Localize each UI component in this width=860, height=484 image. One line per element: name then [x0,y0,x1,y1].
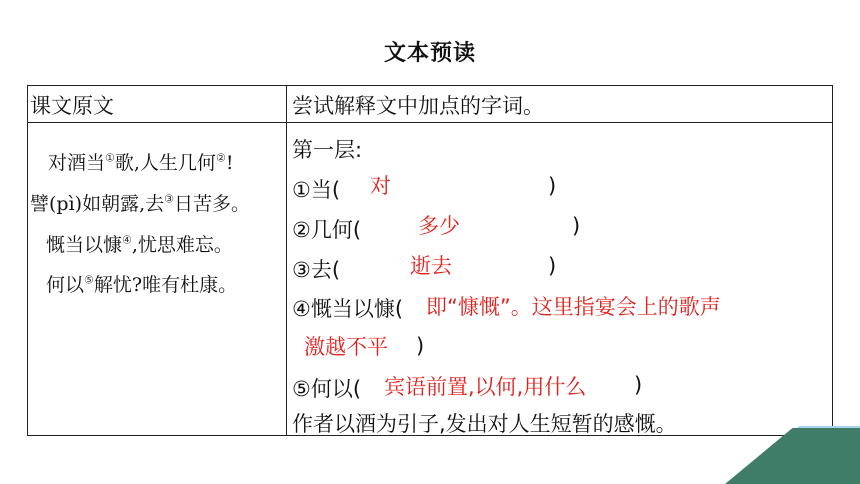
column-header-instruction: 尝试解释文中加点的字词。 [292,94,544,118]
note-3-close: ) [548,254,557,278]
note-5: ⑤何以( [292,377,362,401]
column-divider [286,86,287,435]
corner-decoration-dark [725,428,860,484]
note-2: ②几何( [292,218,362,242]
note-3-answer: 逝去 [410,254,452,278]
note-5-answer: 宾语前置,以何,用什么 [384,375,587,399]
note-1-answer: 对 [370,174,391,198]
note-4-answer-line2: 激越不平 [304,335,388,359]
poem-line-3: 慨当以慷④,忧思难忘。 [46,233,233,256]
note-4-answer-line1: 即“慷慨”。这里指宴会上的歌声 [426,295,721,319]
poem-line-2: 譬(pì)如朝露,去③日苦多。 [30,192,250,215]
poem-line-4: 何以⑤解忧?唯有杜康。 [46,273,238,296]
note-4: ④慨当以慷( [292,297,404,321]
note-3: ③去( [292,258,341,282]
note-2-close: ) [572,214,581,238]
note-4-close: ) [416,334,425,358]
header-divider [28,122,832,123]
summary-text: 作者以酒为引子,发出对人生短暂的感慨。 [292,412,677,436]
note-5-close: ) [634,373,643,397]
column-header-original-text: 课文原文 [30,94,114,118]
poem-line-1: 对酒当①歌,人生几何②! [48,151,234,174]
layer-heading: 第一层: [292,138,363,162]
reading-table [27,85,833,436]
note-1: ①当( [292,178,341,202]
page-title: 文本预读 [383,41,476,66]
note-1-close: ) [548,174,557,198]
note-2-answer: 多少 [418,214,460,238]
